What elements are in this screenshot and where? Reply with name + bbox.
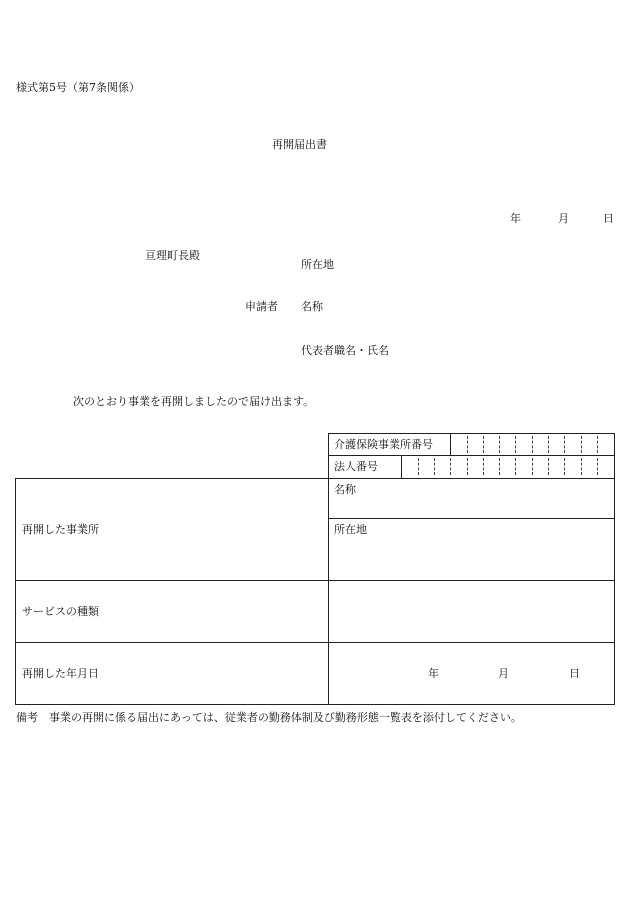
corporate-number-label: 法人番号 [334, 460, 378, 473]
office-location-label: 所在地 [334, 523, 367, 536]
reopened-date-day: 日 [569, 667, 580, 680]
statement: 次のとおり事業を再開しましたので届け出ます。 [73, 395, 315, 408]
remarks: 備考 事業の再開に係る届出にあっては、従業者の勤務体制及び勤務形態一覧表を添付してください。 [16, 711, 522, 724]
care-office-number-label: 介護保険事業所番号 [334, 438, 433, 451]
reopened-date-label: 再開した年月日 [22, 667, 99, 680]
date-month-label: 月 [558, 212, 569, 225]
reopened-date-month: 月 [498, 667, 509, 680]
date-year-label: 年 [510, 212, 521, 225]
service-type-label: サービスの種類 [22, 605, 99, 618]
applicant-representative-label: 代表者職名・氏名 [301, 344, 389, 357]
addressee: 亘理町長殿 [145, 249, 200, 262]
page-title: 再開届出書 [272, 138, 327, 151]
office-name-label: 名称 [334, 483, 356, 496]
reopened-office-label: 再開した事業所 [22, 523, 99, 536]
reopened-date-year: 年 [428, 667, 439, 680]
date-day-label: 日 [603, 212, 614, 225]
form-number: 様式第5号（第7条関係） [16, 81, 140, 94]
applicant-name-label: 名称 [301, 300, 323, 313]
applicant-label: 申請者 [245, 300, 278, 313]
applicant-location-label: 所在地 [301, 258, 334, 271]
